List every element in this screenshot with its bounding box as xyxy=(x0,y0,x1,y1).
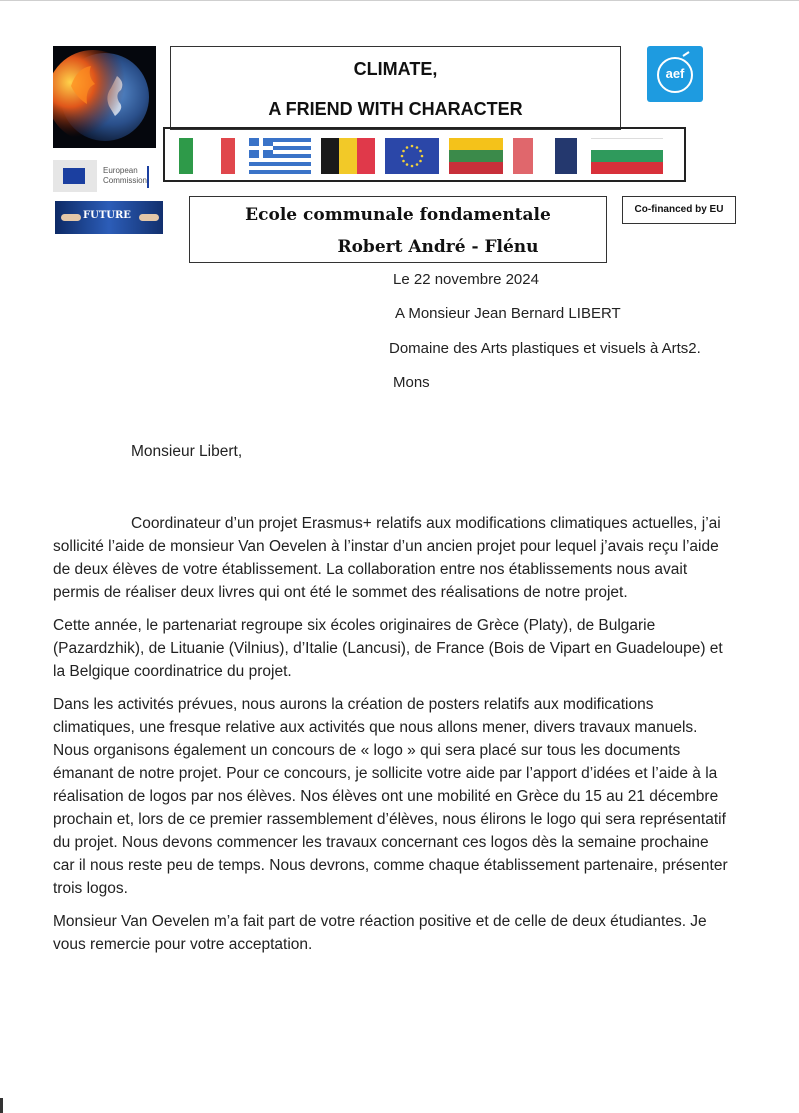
cofinanced-badge: Co-financed by EU xyxy=(622,196,736,224)
letter-body xyxy=(53,512,733,966)
paragraph-3: Dans les activités prévues, nous aurons la création de posters relatifs aux modifications climatiques, une fresque relative aux activités que nous allons mener, divers travaux manuels. Nous organisons également un concours de « logo » qui sera placé sur tous les documents émanant de notre projet. Pour ce concours, je sollicite votre aide par l’apport d’idées et l’aide à la réalisation de logos par nos élèves. Nos élèves ont une mobilité en Grèce du 15 au 21 décembre prochain et, lors de ce premier rassemblement d’élèves, nous élirons le logo qui sera représentatif du projet. Nous devons commencer les travaux concernant ces logos dès la semaine prochaine car il nous reste peu de temps. Nous devrons, comme chaque établissement partenaire, présenter trois logos. xyxy=(53,696,728,897)
project-title-line1: CLIMATE, xyxy=(353,59,438,79)
hand-left-icon xyxy=(61,214,81,221)
recipient-name: A Monsieur Jean Bernard LIBERT xyxy=(395,305,621,322)
european-commission-logo xyxy=(53,160,149,192)
flag-greece-icon xyxy=(249,138,311,174)
flag-italy-icon xyxy=(179,138,235,174)
ec-logo-text-line1: European xyxy=(103,166,138,175)
aef-logo-text: aef xyxy=(665,66,685,81)
aef-logo xyxy=(647,46,703,102)
ec-building-icon xyxy=(53,160,97,192)
letter-date: Le 22 novembre 2024 xyxy=(393,271,539,288)
future-banner-image xyxy=(55,201,163,234)
paragraph-2: Cette année, le partenariat regroupe six écoles originaires de Grèce (Platy), de Bulgarie (Pazardzhik), de Lituanie (Vilnius), d’Italie (Lancusi), de France (Bois de Vipart en Guadeloupe) et la Belgique coordinatrice du projet. xyxy=(53,617,723,680)
recipient-city: Mons xyxy=(393,374,430,391)
flag-lithuania-icon xyxy=(449,138,503,174)
salutation: Monsieur Libert, xyxy=(131,443,243,460)
project-title-line2: A FRIEND WITH CHARACTER xyxy=(268,99,523,119)
paragraph-4: Monsieur Van Oevelen m’a fait part de votre réaction positive et de celle de deux étudiantes. Je vous remercie pour votre acceptation. xyxy=(53,913,707,953)
school-name-line2: Robert André - Flénu xyxy=(337,237,539,257)
scan-edge-mark xyxy=(0,1098,3,1113)
hand-right-icon xyxy=(139,214,159,221)
earth-fire-image xyxy=(53,46,156,148)
partner-flags-box xyxy=(163,127,686,182)
school-name-box xyxy=(189,196,607,263)
flag-belgium-icon xyxy=(321,138,375,174)
flag-bulgaria-icon xyxy=(591,138,663,174)
ec-logo-divider xyxy=(147,166,149,188)
flag-france-icon xyxy=(513,138,591,174)
flag-eu-icon xyxy=(385,138,439,174)
scan-top-line xyxy=(0,0,799,1)
recipient-department: Domaine des Arts plastiques et visuels à Arts2. xyxy=(389,340,701,357)
paragraph-1: Coordinateur d’un projet Erasmus+ relatifs aux modifications climatiques actuelles, j’ai sollicité l’aide de monsieur Van Oevelen à l’instar d’un ancien projet pour lequel j’avais reçu l’aide de deux élèves de votre établissement. La collaboration entre nos établissements nous avait permis de réaliser deux livres qui ont été le sommet des réalisations de notre projet. xyxy=(53,515,721,601)
eu-flag-icon xyxy=(63,168,85,184)
school-name-line1: Ecole communale fondamentale xyxy=(245,205,551,225)
ec-logo-text-line2: Commission xyxy=(103,176,148,185)
project-title-box xyxy=(170,46,621,130)
future-banner-text: FUTURE xyxy=(83,210,131,221)
